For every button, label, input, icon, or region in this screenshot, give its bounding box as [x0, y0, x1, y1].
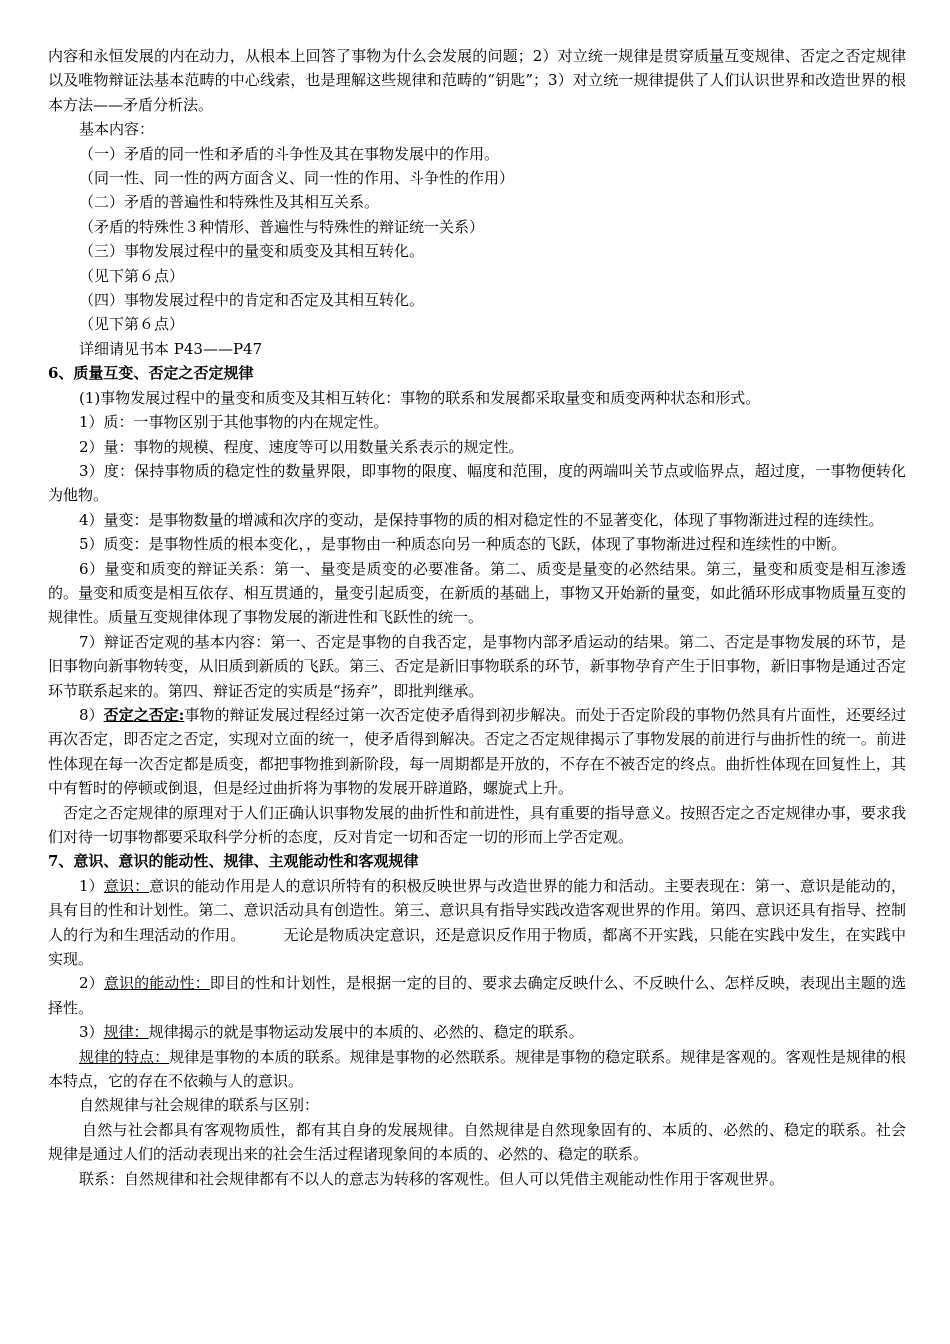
basic-content-title: 基本内容：: [79, 120, 155, 139]
section-7-heading: 7、意识、意识的能动性、规律、主观能动性和客观规律: [48, 852, 419, 871]
intro-paragraph: 内容和永恒发展的内在动力，从根本上回答了事物为什么会发展的问题；2）对立统一规律是贯穿质量互变规律、否定之否定规律以及唯物辩证法基本范畴的中心线索，也是理解这些规律和范畴的“钥匙”；3）对立统一规律提供了人们认识世界和改造世界的根本方法——矛盾分析法。: [48, 47, 906, 114]
list-item: （二）矛盾的普遍性和特殊性及其相互关系。: [79, 193, 380, 212]
section-6-paragraph: 7）辩证否定观的基本内容：第一、否定是事物的自我否定，是事物内部矛盾运动的结果。第二、否定是事物发展的环节，是旧事物向新事物转变，从旧质到新质的飞跃。第三、否定是新旧事物联系的环节，新事物孕育产生于旧事物，新旧事物是通过否定环节联系起来的。第四、辩证否定的实质是“扬弃”，即批判继承。: [48, 632, 906, 700]
item-number: 1）: [79, 876, 104, 895]
initiative-text: 即目的性和计划性，是根据一定的目的、要求去确定反映什么、不反映什么、怎样反映，表现出主题的选择性。: [48, 974, 906, 1017]
section-6-paragraph: 否定之否定规律的原理对于人们正确认识事物发展的曲折性和前进性，具有重要的指导意义。按照否定之否定规律办事，要求我们对待一切事物都要采取科学分析的态度，反对肯定一切和否定一切的形而上学否定观。: [48, 803, 906, 846]
list-item: 详细请见书本 P43——P47: [79, 339, 263, 358]
list-item: （矛盾的特殊性３种情形、普遍性与特殊性的辩证统一关系）: [79, 217, 485, 236]
initiative-term: 意识的能动性：: [103, 974, 210, 993]
item-number: 2）: [79, 974, 104, 993]
section-7-paragraph: 自然规律与社会规律的联系与区别：: [79, 1096, 320, 1115]
section-6-paragraph: 4）量变：是事物数量的增减和次序的变动，是保持事物的质的相对稳定性的不显著变化，体现了事物渐进过程的连续性。: [79, 510, 884, 529]
law-features-paragraph: [48, 1045, 906, 1094]
consciousness-text: 意识的能动作用是人的意识所特有的积极反映世界与改造世界的能力和活动。主要表现在：第一、意识是能动的，具有目的性和计划性。第二、意识活动具有创造性。第三、意识具有指导实践改造客观世界的作用。第四、意识还具有指导、控制人的行为和生理活动的作用。 无论是物质决定意识，还是意识反作用于物质，都离不开实践，只能在实践中发生，在实践中实现。: [48, 876, 906, 969]
law-features-term: 规律的特点：: [79, 1047, 170, 1066]
list-item: （见下第６点）: [79, 315, 185, 334]
section-6-paragraph: 1）质：一事物区别于其他事物的内在规定性。: [79, 413, 389, 432]
law-features-text: 规律是事物的本质的联系。规律是事物的必然联系。规律是事物的稳定联系。规律是客观的。客观性是规律的根本特点，它的存在不依赖与人的意识。: [48, 1047, 906, 1091]
law-paragraph: [48, 1020, 906, 1044]
section-6-heading: 6、质量互变、否定之否定规律: [48, 364, 254, 383]
negation-text: 事物的辩证发展过程经过第一次否定使矛盾得到初步解决。而处于否定阶段的事物仍然具有片面性，还要经过再次否定，即否定之否定，实现对立面的统一，使矛盾得到解决。否定之否定规律揭示了事物发展的前进行与曲折性的统一。前进性体现在每一次否定都是质变，都把事物推到新阶段，每一周期都是开放的，不存在不被否定的终点。曲折性体现在回复性上，其中有暂时的停顿或倒退，但是经过曲折将为事物的发展开辟道路，螺旋式上升。: [48, 705, 906, 798]
section-7-paragraph: 自然与社会都具有客观物质性，都有其自身的发展规律。自然规律是自然现象固有的、本质的、必然的、稳定的联系。社会规律是通过人们的活动表现出来的社会生活过程诸现象间的本质的、必然的、稳定的联系。: [48, 1120, 906, 1164]
law-term: 规律：: [103, 1023, 149, 1042]
list-item: （三）事物发展过程中的量变和质变及其相互转化。: [79, 242, 425, 261]
list-item: （同一性、同一性的两方面含义、同一性的作用、斗争性的作用）: [79, 169, 515, 188]
section-6-paragraph: 2）量：事物的规模、程度、速度等可以用数量关系表示的规定性。: [79, 437, 524, 456]
list-item: （一）矛盾的同一性和矛盾的斗争性及其在事物发展中的作用。: [79, 144, 500, 163]
consciousness-paragraph: [48, 874, 906, 972]
item-number: 8）: [79, 705, 104, 724]
section-6-paragraph: 3）度：保持事物质的稳定性的数量界限，即事物的限度、幅度和范围，度的两端叫关节点或临界点，超过度，一事物便转化为他物。: [48, 461, 906, 505]
section-6-paragraph: 5）质变：是事物性质的根本变化，，是事物由一种质态向另一种质态的飞跃，体现了事物渐进过程和连续性的中断。: [79, 535, 847, 554]
section-6-paragraph: (1)事物发展过程中的量变和质变及其相互转化：事物的联系和发展都采取量变和质变两种状态和形式。: [79, 388, 761, 407]
negation-of-negation-paragraph: [48, 703, 906, 801]
list-item: （四）事物发展过程中的肯定和否定及其相互转化。: [79, 291, 425, 310]
item-number: 3）: [79, 1023, 104, 1042]
section-7-paragraph: 联系：自然规律和社会规律都有不以人的意志为转移的客观性。但人可以凭借主观能动性作用于客观世界。: [79, 1169, 785, 1188]
law-text: 规律揭示的就是事物运动发展中的本质的、必然的、稳定的联系。: [148, 1023, 584, 1042]
list-item: （见下第６点）: [79, 266, 185, 285]
negation-term: 否定之否定:: [103, 705, 185, 724]
consciousness-term: 意识：: [103, 876, 150, 895]
section-6-paragraph: 6）量变和质变的辩证关系：第一、量变是质变的必要准备。第二、质变是量变的必然结果。第三，量变和质变是相互渗透的。量变和质变是相互依存、相互贯通的，量变引起质变，在新质的基础上，事物又开始新的量变，如此循环形成事物质量互变的规律性。质量互变规律体现了事物发展的渐进性和飞跃性的统一。: [48, 559, 906, 627]
initiative-paragraph: [48, 971, 906, 1020]
